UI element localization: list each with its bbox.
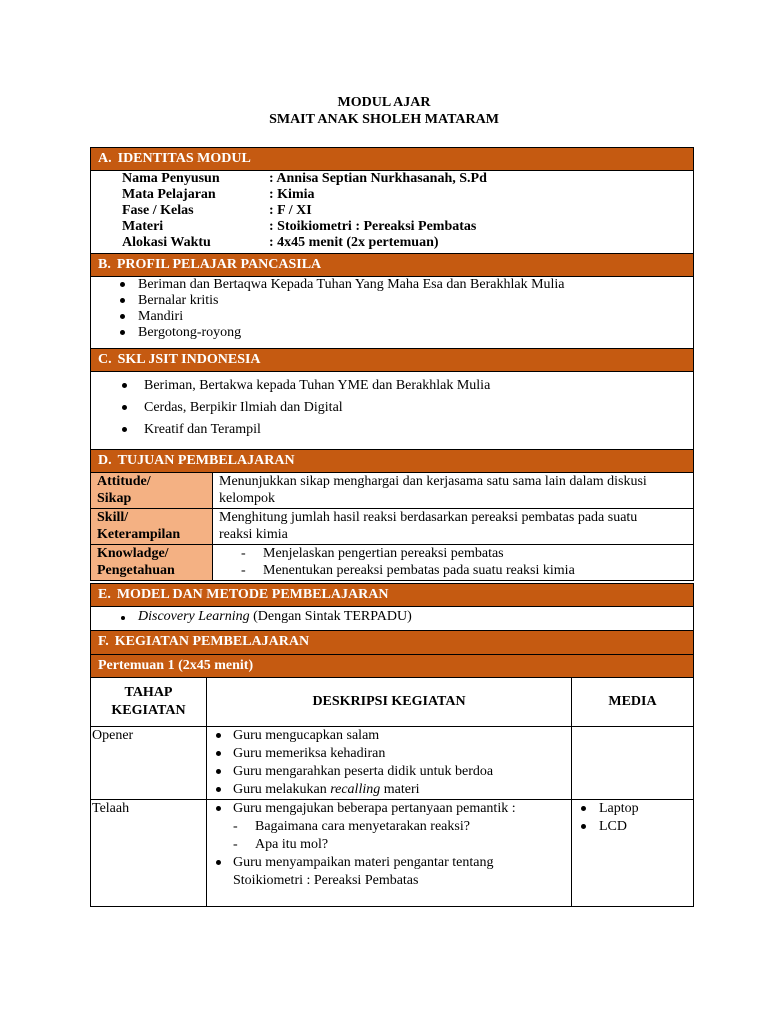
objective-row bbox=[91, 473, 694, 509]
telaah-item-1: Guru mengajukan beberapa pertanyaan pemantik : bbox=[233, 801, 516, 816]
identity-value-5: : 4x45 menit (2x pertemuan) bbox=[269, 235, 439, 250]
bullet-icon bbox=[216, 806, 221, 811]
bullet-icon bbox=[122, 383, 127, 388]
telaah-sub-text-1: Bagaimana cara menyetarakan reaksi? bbox=[255, 819, 470, 834]
section-d-header bbox=[90, 449, 694, 473]
section-c-letter: C. bbox=[98, 352, 112, 367]
bullet-icon bbox=[120, 314, 125, 319]
bullet-icon bbox=[122, 427, 127, 432]
profile-item-2: Bernalar kritis bbox=[138, 293, 219, 308]
bullet-icon bbox=[216, 751, 221, 756]
method-box bbox=[90, 606, 694, 631]
telaah-item-2: Guru menyampaikan materi pengantar tentang bbox=[233, 855, 494, 870]
document-title: MODUL AJAR bbox=[337, 95, 431, 110]
objective-label-cell bbox=[91, 473, 213, 509]
meeting-header bbox=[90, 654, 694, 678]
section-a-letter: A. bbox=[98, 151, 112, 166]
bullet-icon bbox=[581, 806, 586, 811]
objective-label-line2: Sikap bbox=[97, 491, 132, 506]
objective-row bbox=[91, 509, 694, 545]
objective-label-line1: Skill/ bbox=[97, 510, 129, 525]
description-cell bbox=[207, 800, 572, 907]
activities-table bbox=[90, 677, 694, 907]
telaah-sub-item-2 bbox=[233, 836, 571, 854]
section-c-heading: SKL JSIT INDONESIA bbox=[117, 352, 261, 367]
stage-cell: Telaah bbox=[91, 800, 207, 907]
stage-cell: Opener bbox=[91, 727, 207, 800]
identity-label-5: Alokasi Waktu bbox=[122, 235, 211, 250]
identity-label-3: Fase / Kelas bbox=[122, 203, 194, 218]
bullet-icon bbox=[120, 298, 125, 303]
objective-label-line2: Pengetahuan bbox=[97, 563, 175, 578]
objective-text-cell bbox=[213, 545, 694, 581]
identity-label-1: Nama Penyusun bbox=[122, 171, 220, 186]
profile-item-3: Mandiri bbox=[138, 309, 184, 324]
objective-text-line2 bbox=[241, 562, 693, 579]
skl-item-1: Beriman, Bertakwa kepada Tuhan YME dan Berakhlak Mulia bbox=[144, 378, 491, 393]
opener-item-4-post: materi bbox=[380, 782, 420, 797]
objective-sub-item-1: Menjelaskan pengertian pereaksi pembatas bbox=[263, 546, 504, 561]
dash-icon: - bbox=[233, 819, 238, 834]
meeting-label: Pertemuan 1 (2x45 menit) bbox=[98, 658, 254, 673]
school-name: SMAIT ANAK SHOLEH MATARAM bbox=[269, 112, 499, 127]
stage-header-line1: TAHAP bbox=[124, 685, 173, 700]
section-d-letter: D. bbox=[98, 453, 112, 468]
objective-text-line1: Menunjukkan sikap menghargai dan kerjasama satu sama lain dalam diskusi bbox=[219, 474, 647, 489]
objective-label-line2: Keterampilan bbox=[97, 527, 181, 542]
activity-row-opener bbox=[91, 727, 694, 800]
section-e-letter: E. bbox=[98, 587, 111, 602]
objectives-table bbox=[90, 472, 694, 581]
media-item-2: LCD bbox=[599, 819, 627, 834]
media-item-1: Laptop bbox=[599, 801, 639, 816]
bullet-icon bbox=[216, 860, 221, 865]
objective-label-line1: Knowladge/ bbox=[97, 546, 169, 561]
objective-text-cell bbox=[213, 473, 694, 509]
bullet-icon bbox=[121, 616, 125, 620]
bullet-icon bbox=[120, 330, 125, 335]
section-f-header bbox=[90, 630, 694, 655]
identity-box bbox=[90, 170, 694, 254]
method-item bbox=[138, 609, 412, 625]
objective-text-line2: kelompok bbox=[219, 491, 275, 506]
telaah-item-2-cont: Stoikiometri : Pereaksi Pembatas bbox=[233, 873, 419, 888]
stage-column-header bbox=[91, 678, 207, 727]
objective-text-cell bbox=[213, 509, 694, 545]
opener-item-1: Guru mengucapkan salam bbox=[233, 728, 380, 743]
skl-item-2: Cerdas, Berpikir Ilmiah dan Digital bbox=[144, 400, 343, 415]
opener-item-2: Guru memeriksa kehadiran bbox=[233, 746, 386, 761]
opener-item-4-italic: recalling bbox=[330, 782, 381, 797]
method-rest: (Dengan Sintak TERPADU) bbox=[249, 609, 412, 624]
opener-item-4-pre: Guru melakukan bbox=[233, 782, 331, 797]
skl-item-3: Kreatif dan Terampil bbox=[144, 422, 261, 437]
activities-header-row bbox=[91, 678, 694, 727]
section-f-heading: KEGIATAN PEMBELAJARAN bbox=[114, 634, 310, 649]
section-e-header bbox=[90, 583, 694, 607]
activity-row-telaah bbox=[91, 800, 694, 907]
section-b-heading: PROFIL PELAJAR PANCASILA bbox=[116, 257, 322, 272]
bullet-icon bbox=[122, 405, 127, 410]
objective-text-line2: reaksi kimia bbox=[219, 527, 288, 542]
section-d-heading: TUJUAN PEMBELAJARAN bbox=[117, 453, 295, 468]
skl-box bbox=[90, 371, 694, 450]
telaah-sub-item-1 bbox=[233, 818, 571, 836]
dash-icon: - bbox=[233, 837, 238, 852]
bullet-icon bbox=[581, 824, 586, 829]
identity-value-1: : Annisa Septian Nurkhasanah, S.Pd bbox=[269, 171, 487, 186]
objective-text-line1: Menghitung jumlah hasil reaksi berdasarkan pereaksi pembatas pada suatu bbox=[219, 510, 638, 525]
objective-label-cell bbox=[91, 545, 213, 581]
objective-label-line1: Attitude/ bbox=[97, 474, 151, 489]
dash-icon: - bbox=[241, 563, 246, 578]
method-italic: Discovery Learning bbox=[138, 609, 250, 624]
telaah-sub-text-2: Apa itu mol? bbox=[255, 837, 329, 852]
identity-label-2: Mata Pelajaran bbox=[122, 187, 216, 202]
media-cell bbox=[572, 800, 694, 907]
section-f-letter: F. bbox=[98, 634, 109, 649]
media-column-header: MEDIA bbox=[572, 678, 694, 727]
profile-box bbox=[90, 276, 694, 349]
bullet-icon bbox=[120, 282, 125, 287]
objective-sub-item-2: Menentukan pereaksi pembatas pada suatu reaksi kimia bbox=[263, 563, 575, 578]
bullet-icon bbox=[216, 787, 221, 792]
objective-label-cell bbox=[91, 509, 213, 545]
identity-value-3: : F / XI bbox=[269, 203, 312, 218]
section-c-header bbox=[90, 348, 694, 372]
profile-item-4: Bergotong-royong bbox=[138, 325, 242, 340]
section-e-heading: MODEL DAN METODE PEMBELAJARAN bbox=[116, 587, 389, 602]
description-column-header: DESKRIPSI KEGIATAN bbox=[207, 678, 572, 727]
bullet-icon bbox=[216, 733, 221, 738]
media-cell bbox=[572, 727, 694, 800]
section-b-header bbox=[90, 253, 694, 277]
dash-icon: - bbox=[241, 546, 246, 561]
section-b-letter: B. bbox=[98, 257, 111, 272]
section-a-heading: IDENTITAS MODUL bbox=[117, 151, 251, 166]
description-cell bbox=[207, 727, 572, 800]
opener-item-4 bbox=[233, 781, 571, 799]
objective-row bbox=[91, 545, 694, 581]
section-a-header bbox=[90, 147, 694, 171]
identity-label-4: Materi bbox=[122, 219, 164, 234]
identity-value-2: : Kimia bbox=[269, 187, 315, 202]
identity-value-4: : Stoikiometri : Pereaksi Pembatas bbox=[269, 219, 477, 234]
opener-item-3: Guru mengarahkan peserta didik untuk berdoa bbox=[233, 764, 494, 779]
objective-text-line1 bbox=[241, 545, 693, 562]
profile-item-1: Beriman dan Bertaqwa Kepada Tuhan Yang Maha Esa dan Berakhlak Mulia bbox=[138, 277, 565, 292]
stage-header-line2: KEGIATAN bbox=[111, 703, 186, 718]
bullet-icon bbox=[216, 769, 221, 774]
